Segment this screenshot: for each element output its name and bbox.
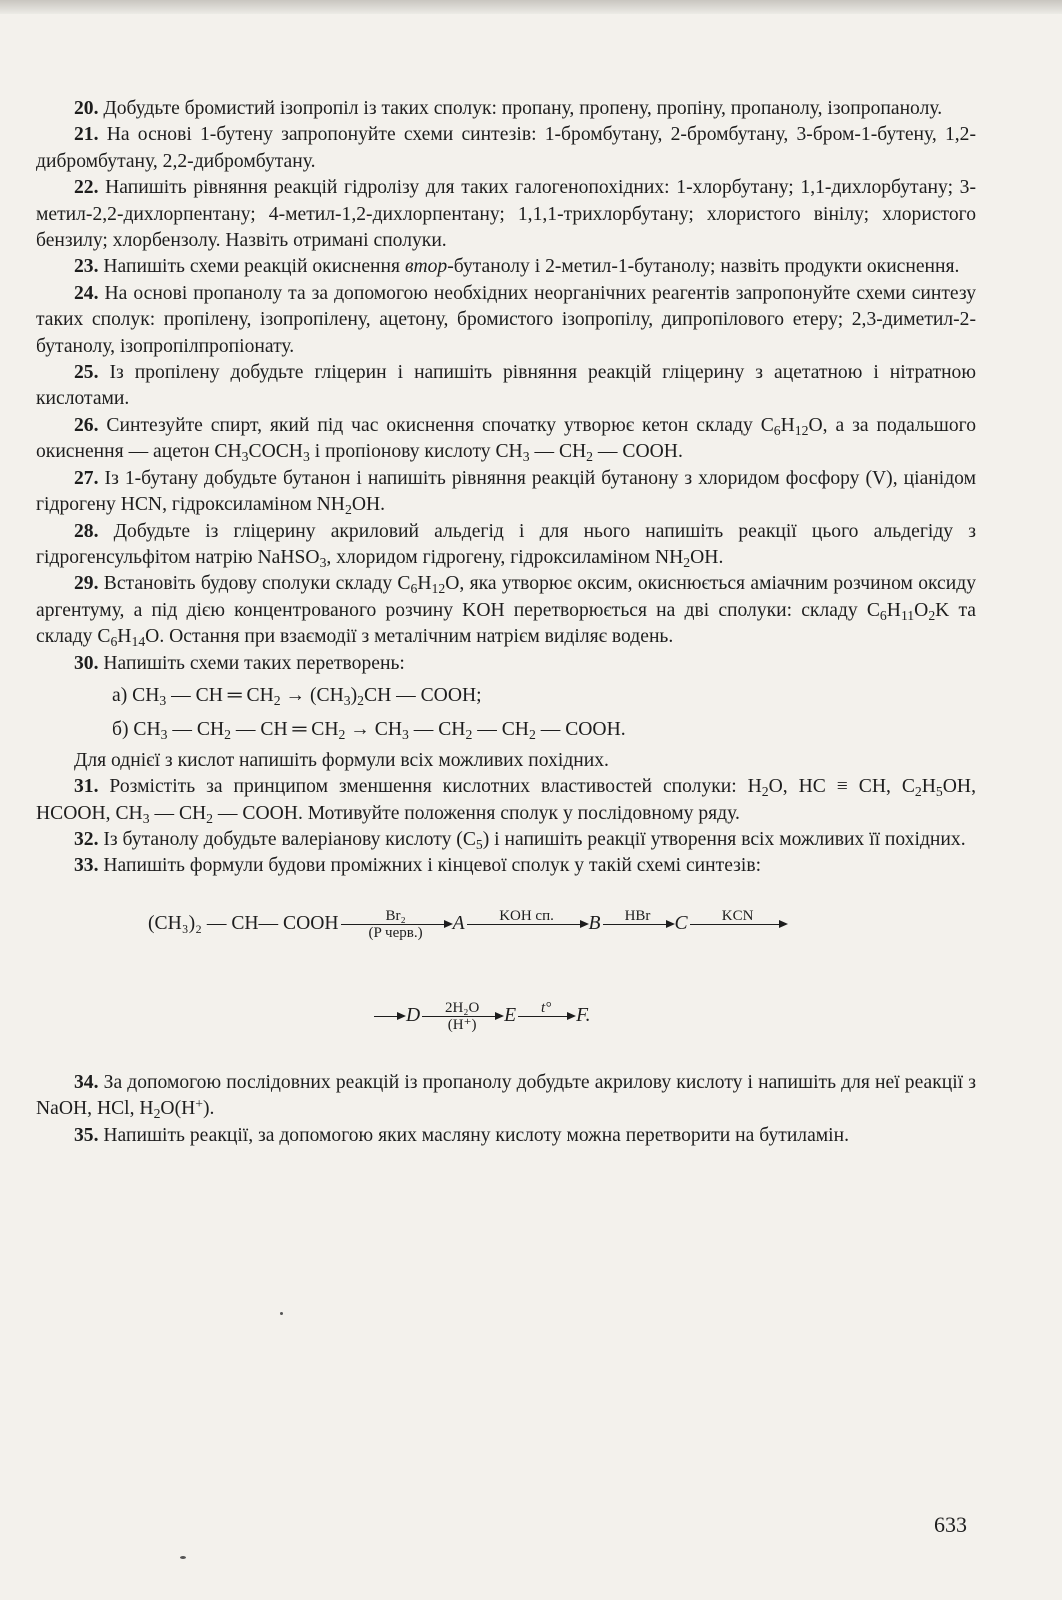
item-label: а): [112, 684, 128, 706]
problem-text: Добудьте із гліцерину акриловий альдегід і для нього напишіть реакції цього альдегіду з гідрогенсульфітом натрію: [36, 520, 976, 568]
problem-number: 26.: [74, 414, 99, 436]
problem-text: За допомогою послідовних реакцій із пропанолу добудьте акрилову кислоту і напишіть для неї реакції з NaOH, HCl,: [36, 1071, 976, 1120]
problem-28: [36, 519, 976, 572]
problem-text: Із 1-бутану добудьте бутанон і напишіть рівняння реакцій бутанону з хлоридом фосфору (V), ціанідом гідрогену HCN, гідроксиламіном: [36, 467, 976, 516]
reaction-arrow: [690, 908, 786, 941]
formula: $C_6H_{12}O$: [397, 573, 460, 597]
problem-number: 24.: [74, 282, 99, 304]
empty-label: [383, 1017, 395, 1033]
compound-a: A: [452, 913, 465, 935]
problem-number: 31.: [74, 776, 99, 798]
arrow-line: [467, 924, 587, 925]
problem-35: [36, 1123, 976, 1149]
problem-text: Для однієї з кислот напишіть формули всіх можливих похідних.: [74, 749, 609, 771]
problem-number: 22.: [74, 177, 99, 199]
problem-27: [36, 466, 976, 519]
arrow-line: [374, 1016, 404, 1017]
formula: $H_2O$, HC ≡ CH, $C_2H_5OH$, HCOOH, $CH_3$ — $CH_2$ — COOH.: [36, 776, 976, 826]
formula: $H_2O(H^+)$.: [139, 1096, 215, 1122]
formula: $NH_2OH$.: [316, 494, 386, 517]
problem-number: 35.: [74, 1124, 99, 1146]
compound-d: D: [406, 1005, 421, 1027]
problem-number: 32.: [74, 828, 99, 850]
problem-number: 30.: [74, 652, 99, 674]
problem-30b: [36, 717, 976, 743]
formula: $C_6H_{11}O_2K$: [866, 599, 950, 623]
problem-number: 20.: [74, 98, 99, 119]
problem-32: [36, 827, 976, 853]
arrow-line: [341, 924, 451, 925]
problem-25: [36, 360, 976, 413]
formula: $CH_3COCH_3$: [214, 441, 310, 465]
page-body: [36, 96, 976, 1149]
problem-29: [36, 571, 976, 650]
problem-text: Напишіть схеми таких перетворень:: [98, 652, 405, 674]
reaction-arrow: [422, 1000, 502, 1033]
problem-text: , хлоридом гідрогену, гідроксиламіном: [326, 546, 655, 568]
problem-text: і пропіонову кислоту: [309, 441, 496, 463]
problem-text: Напишіть реакції, за допомогою яких масляну кислоту можна перетворити на бутиламін.: [98, 1124, 850, 1146]
problem-text: Мотивуйте положення сполук у послідовному ряду.: [302, 802, 740, 824]
problem-text: та складу: [36, 599, 976, 648]
reaction-arrow: [467, 908, 587, 941]
problem-21: [36, 122, 976, 175]
arrow-line: [422, 1016, 502, 1017]
arrow-line: [518, 1016, 574, 1017]
problem-number: 21.: [74, 124, 99, 146]
problem-number: 28.: [74, 520, 99, 542]
problem-text: Синтезуйте спирт, який під час окиснення спочатку утворює кетон складу: [98, 414, 761, 436]
problem-30: [36, 651, 976, 677]
empty-label: [521, 925, 533, 941]
empty-label: [732, 925, 744, 941]
problem-33: [36, 853, 976, 879]
empty-label: [540, 1017, 552, 1033]
formula: $C_6H_{14}O$: [97, 626, 160, 649]
problem-text: Із пропілену добудьте гліцерин і напишіть рівняння реакцій гліцерину з ацетатною і нітратною кислотами.: [36, 362, 976, 410]
problem-text: Розмістіть за принципом зменшення кислотних властивостей сполуки:: [98, 776, 748, 798]
reaction-arrow: [518, 1000, 574, 1033]
problem-31: [36, 774, 976, 827]
problem-text: На основі 1-бутену запропонуйте схеми синтезів: 1-бромбутану, 2-бромбутану, 3-бром-1-бутену, 1,2-дибромбутану, 2,2-дибромбутану.: [36, 124, 976, 172]
problem-text: . Остання при взаємодії з металічним натрієм виділяє водень.: [159, 626, 674, 648]
arrow-line: [603, 924, 673, 925]
problem-text: Напишіть рівняння реакцій гідролізу для таких галогенопохідних: 1-хлорбутану; 1,1-дихлорбутану; 3-метил-2,2-дихлорпентану; 4-метил-1,2-дихлорпентану; 1,1,1-трихлорбутану; хлористого вінілу; хлористого бензилу; хлорбензолу. Назвіть отримані сполуки.: [36, 177, 976, 252]
problem-number: 34.: [74, 1071, 99, 1093]
scan-speck: [180, 1556, 186, 1559]
problem-text: Добудьте бромистий ізопропіл із таких сполук: пропану, пропену, пропіну, пропанолу, ізопропанолу.: [98, 98, 943, 119]
problem-34: [36, 1070, 976, 1123]
formula: $C_6H_{12}O$: [760, 414, 823, 438]
synthesis-scheme: [36, 880, 976, 1070]
compound-b: B: [588, 913, 601, 935]
problem-23: [36, 254, 976, 280]
arrow-line: [690, 924, 786, 925]
problem-20: [36, 96, 976, 122]
problem-number: 23.: [74, 256, 99, 278]
problem-text: Напишіть формули будови проміжних і кінцевої сполук у такій схемі синтезів:: [98, 855, 762, 877]
problem-text: Встановіть будову сполуки складу: [98, 573, 398, 595]
problem-text-italic: втор: [404, 256, 448, 278]
problem-30-tail: [36, 748, 976, 774]
problem-number: 27.: [74, 467, 99, 489]
compound-e: E: [504, 1005, 517, 1027]
formula: $CH_3$ — $CH_2$ — CH ═ $CH_2 \to CH_3$ — $CH_2$ — $CH_2$ — COOH.: [133, 719, 626, 743]
problem-number: 33.: [74, 855, 99, 877]
problem-text: , а за подальшого окиснення — ацетон: [36, 414, 976, 463]
problem-text: , яка утворює оксим, окиснюється аміачним розчином оксиду аргентуму, а під дією концентрованого розчину KOH перетворюється на дві сполуки: складу: [36, 573, 977, 621]
formula: $CH_3$ — $CH_2$ — COOH.: [495, 441, 683, 465]
empty-label: [383, 1000, 395, 1016]
compound-f: F.: [576, 1005, 591, 1027]
scheme-row-2: [372, 1000, 590, 1033]
condition-label: (P черв.): [368, 924, 423, 941]
reagent-label: Br₂: [385, 907, 406, 924]
reagent-label: KOH сп.: [499, 907, 554, 924]
reagent-label: HBr: [624, 907, 651, 924]
formula: $CH_3$ — CH ═ $CH_2 \to (CH_3)_2CH$ — COOH;: [132, 684, 482, 708]
problem-text: На основі пропанолу та за допомогою необхідних неорганічних реагентів запропонуйте схеми синтезу таких сполук: пропілену, ізопропілену, ацетону, бромистого ізопропілу, дипропілового етеру; 2,3-диметил-2-бутанолу, ізопропілпропіонату.: [36, 282, 976, 357]
reaction-arrow: [341, 908, 451, 941]
scan-speck: [280, 1312, 283, 1315]
reagent-label: t°: [541, 999, 552, 1016]
problem-number: 29.: [74, 573, 99, 595]
problem-text: -бутанолу і 2-метил-1-бутанолу; назвіть продукти окиснення.: [447, 256, 960, 278]
page-number: 633: [934, 1512, 967, 1537]
reaction-arrow: [603, 908, 673, 941]
condition-label: (H⁺): [447, 1016, 477, 1033]
problem-24: [36, 281, 976, 360]
reagent-label: KCN: [721, 907, 754, 924]
scheme-row-1: [148, 908, 788, 941]
formula: $NH_2OH$.: [654, 546, 724, 570]
item-label: б): [112, 719, 129, 741]
problem-30a: [36, 683, 976, 709]
problem-text: Напишіть схеми реакцій окиснення: [98, 256, 405, 278]
formula: NaHSO$_3$: [257, 546, 327, 570]
problem-22: [36, 175, 976, 254]
scan-top-edge: [0, 0, 1062, 14]
reaction-arrow: [374, 1000, 404, 1033]
problem-text: Із бутанолу добудьте валеріанову кислоту: [98, 828, 457, 850]
empty-label: [632, 925, 644, 941]
formula: $(C_5)$: [456, 828, 490, 852]
problem-26: [36, 413, 976, 466]
reagent-label: 2H₂O: [444, 999, 480, 1016]
compound-c: C: [674, 913, 688, 935]
scheme-start: (CH₃)₂ — CH— COOH: [148, 913, 339, 935]
problem-text: і напишіть реакції утворення всіх можливих її похідних.: [489, 828, 966, 850]
problem-number: 25.: [74, 362, 99, 384]
